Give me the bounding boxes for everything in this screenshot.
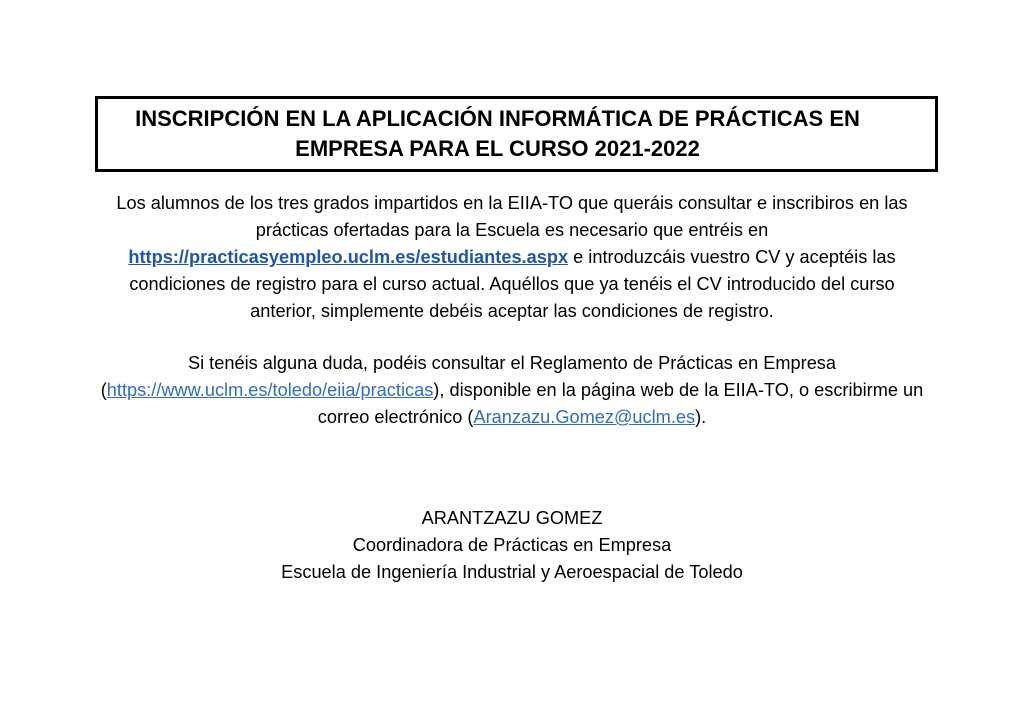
email-link[interactable]: Aranzazu.Gomez@uclm.es bbox=[473, 407, 696, 427]
reglamento-link[interactable]: https://www.uclm.es/toledo/eiia/practicas bbox=[106, 380, 434, 400]
signature-role: Coordinadora de Prácticas en Empresa bbox=[352, 535, 672, 555]
paragraph-registration bbox=[98, 190, 926, 325]
paragraph-contact bbox=[98, 350, 926, 431]
paragraph-2-text-1: Si tenéis alguna duda, podéis consultar el Reglamento de Prácticas en Empresa ( bbox=[100, 353, 837, 400]
signature-name: ARANTZAZU GOMEZ bbox=[421, 508, 603, 528]
document-title bbox=[118, 104, 878, 164]
practicas-portal-link[interactable]: https://practicasyempleo.uclm.es/estudiantes.aspx bbox=[128, 247, 569, 267]
signature-block bbox=[98, 505, 926, 586]
paragraph-2-text-2: ), disponible en la página web de la EIIA-TO, o escribirme un correo electrónico ( bbox=[317, 380, 924, 427]
signature-institution: Escuela de Ingeniería Industrial y Aeroespacial de Toledo bbox=[281, 562, 743, 582]
title-line-2: EMPRESA PARA EL CURSO 2021-2022 bbox=[295, 136, 700, 161]
title-line-1: INSCRIPCIÓN EN LA APLICACIÓN INFORMÁTICA DE PRÁCTICAS EN bbox=[135, 106, 860, 131]
paragraph-1-text-start: Los alumnos de los tres grados impartidos en la EIIA-TO que queráis consultar e inscribiros en las prácticas ofertadas para la Escuela es necesario que entréis en bbox=[116, 193, 908, 240]
paragraph-2-text-3: ). bbox=[695, 407, 707, 427]
paragraph-1-text-end: e introduzcáis vuestro CV y aceptéis las condiciones de registro para el curso actual. Aquéllos que ya tenéis el CV introducido del curso anterior, simplemente debéis aceptar las condiciones de registro. bbox=[129, 247, 896, 321]
title-box bbox=[95, 96, 938, 172]
